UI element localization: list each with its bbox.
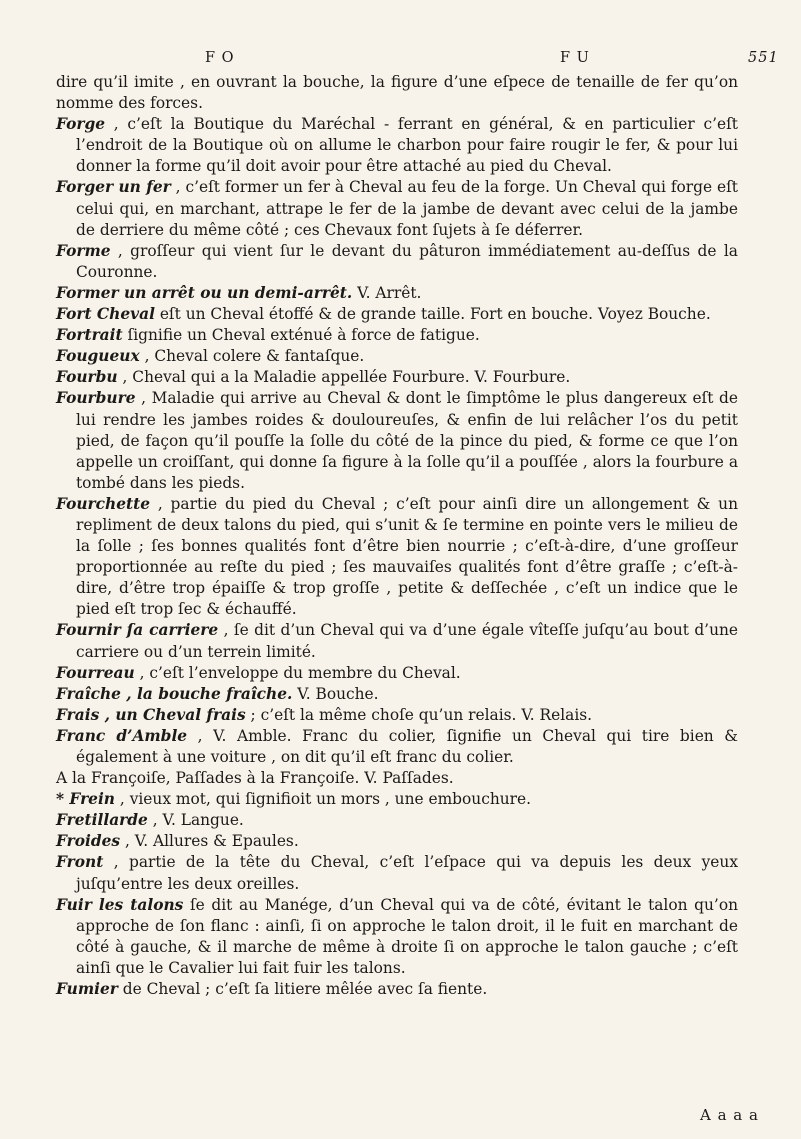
page-number: 551 bbox=[748, 50, 779, 66]
entry-front: Front , partie de la tête du Cheval, c’eſt l’eſpace qui va depuis les deux yeux juſqu’entre les deux oreilles. bbox=[56, 853, 738, 893]
header-right: F U bbox=[560, 50, 590, 66]
entry-fumier: Fumier de Cheval ; c’eſt ſa litiere mêlée avec ſa fiente. bbox=[56, 980, 488, 999]
entry-fourbu: Fourbu , Cheval qui a la Maladie appellée Fourbure. V. Fourbure. bbox=[56, 368, 571, 387]
entry-forger-un-fer: Forger un fer , c’eſt former un fer à Cheval au feu de la forge. Un Cheval qui forge eſt celui qui, en marchant, attrape le fer de la jambe de devant avec celui de la jambe de derriere du même côté ; ces Chevaux font ſujets à ſe déferrer. bbox=[56, 178, 738, 239]
entry-fougueux: Fougueux , Cheval colere & fantaſque. bbox=[56, 347, 365, 366]
header-left: F O bbox=[205, 50, 235, 66]
entry-froides: Froides , V. Allures & Epaules. bbox=[56, 832, 299, 851]
entry-franc-d-amble: Franc d’Amble , V. Amble. Franc du colier, ſignifie un Cheval qui tire bien & également à une voiture , on dit qu’il eſt franc du colier. bbox=[56, 726, 738, 766]
entry-fort-cheval: Fort Cheval eſt un Cheval étoffé & de grande taille. Fort en bouche. Voyez Bouche. bbox=[56, 305, 711, 324]
entry-fuir-les-talons: Fuir les talons ſe dit au Manége, d’un Cheval qui va de côté, évitant le talon qu’on approche de ſon flanc : ainſi, ſi on approche le talon droit, il le fuit en marchant de côté à gauche, & il marche de même à droite ſi on approche le talon gauche ; c’eſt ainſi que le Cavalier lui fait fuir les talons. bbox=[56, 895, 738, 977]
entry-frein: * Frein , vieux mot, qui ſignifioit un mors , une embouchure. bbox=[56, 790, 532, 809]
entry-former-un-arret: Former un arrêt ou un demi-arrêt. V. Arrêt. bbox=[56, 283, 422, 302]
entry-fourreau: Fourreau , c’eſt l’enveloppe du membre du Cheval. bbox=[56, 663, 461, 682]
entry-fretillarde: Fretillarde , V. Langue. bbox=[56, 811, 244, 830]
entry-forme: Forme , groſſeur qui vient ſur le devant du pâturon immédiatement au-deſſus de la Couronne. bbox=[56, 241, 738, 281]
entry-fraiche: Fraîche , la bouche fraîche. V. Bouche. bbox=[56, 684, 379, 703]
dictionary-body bbox=[56, 72, 738, 1000]
signature-mark: A a a a bbox=[700, 1106, 759, 1124]
entry-fourchette: Fourchette , partie du pied du Cheval ; c’eſt pour ainſi dire un allongement & un repliment de deux talons du pied, qui s’unit & ſe termine en pointe vers le milieu de la ſolle ; ſes bonnes qualités font d’être bien nourrie ; c’eſt-à-dire, d’une groſſeur proportionnée au reſte du pied ; ſes mauvaiſes qualités font d’être graſſe ; c’eſt-à-dire, d’être trop épaiſſe & trop groſſe , petite & deſſechée , c’eſt un indice que le pied eſt trop ſec & échauffé. bbox=[56, 494, 738, 619]
entry-fortrait: Fortrait ſignifie un Cheval exténué à force de fatigue. bbox=[56, 326, 480, 345]
entry-fournir-sa-carriere: Fournir ſa carriere , ſe dit d’un Cheval qui va d’une égale vîteſſe juſqu’au bout d’une carriere ou d’un terrein limité. bbox=[56, 621, 738, 661]
entry-a-la-francoise: A la Françoiſe, Paſſades à la Françoiſe. V. Paſſades. bbox=[56, 769, 454, 788]
entry-forge: Forge , c’eſt la Boutique du Maréchal - ferrant en général, & en particulier c’eſt l’endroit de la Boutique où on allume le charbon pour faire rougir le fer, & pour lui donner la forme qu’il doit avoir pour être attaché au pied du Cheval. bbox=[56, 115, 738, 176]
entry-frais: Frais , un Cheval frais ; c’eſt la même choſe qu’un relais. V. Relais. bbox=[56, 705, 593, 724]
entry-continuation: dire qu’il imite , en ouvrant la bouche, la figure d’une eſpece de tenaille de fer qu’on nomme des forces. bbox=[56, 73, 738, 113]
entry-fourbure: Fourbure , Maladie qui arrive au Cheval & dont le ſimptôme le plus dangereux eſt de lui rendre les jambes roides & douloureuſes, & enfin de lui relâcher l’os du petit pied, de façon qu’il pouſſe la ſolle du côté de la pince du pied, & forme ce que l’on appelle un croiſſant, qui donne ſa figure à la ſolle qu’il a pouſſée , alors la fourbure a tombé dans les pieds. bbox=[56, 389, 738, 492]
